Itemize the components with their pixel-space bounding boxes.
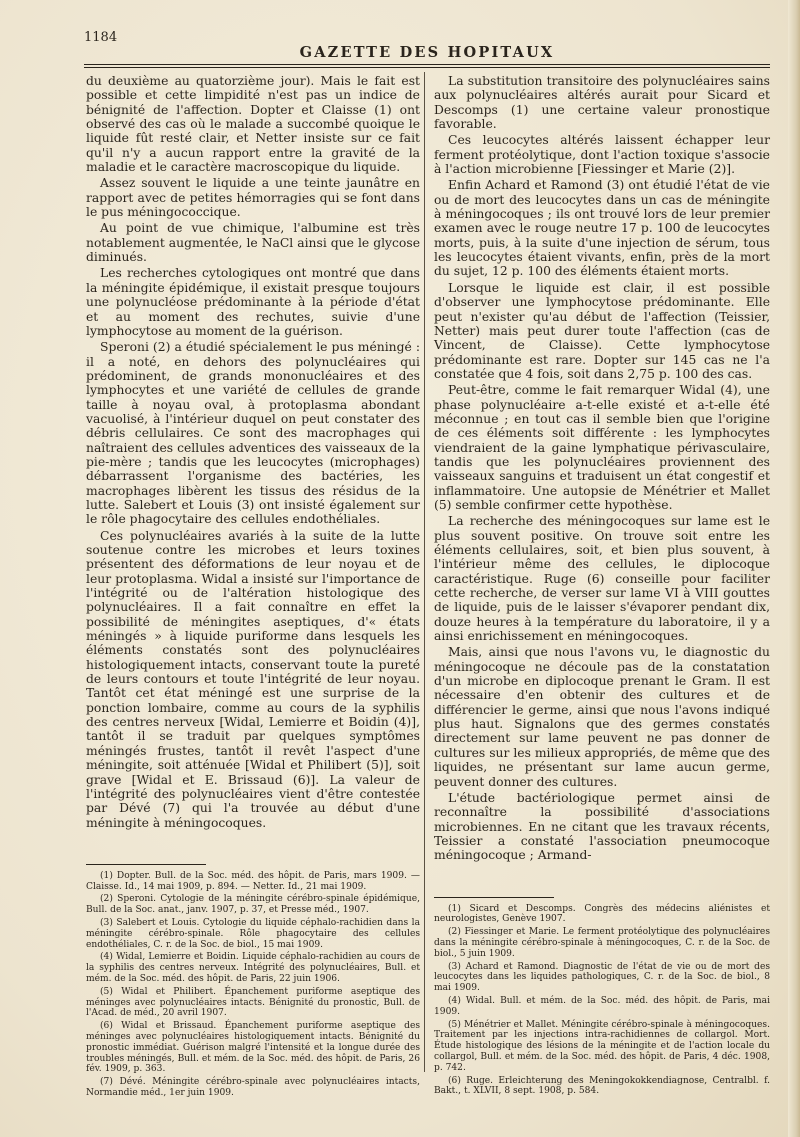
footnote: (4) Widal. Bull. et mém. de la Soc. méd. des hôpit. de Paris, mai 1909. — [434, 995, 770, 1017]
body-paragraph: Ces leucocytes altérés laissent échapper leur ferment protéolytique, dont l'action toxique s'associe à l'action microbienne [Fiessinger et Marie (2)]. — [434, 133, 770, 177]
footnote: (1) Sicard et Descomps. Congrès des médecins aliénistes et neurologistes, Genève 1907. — [434, 903, 770, 925]
body-paragraph: Assez souvent le liquide a une teinte jaunâtre en rapport avec de petites hémorragies qui se font dans le pus méningococcique. — [86, 176, 420, 220]
body-paragraph: Ces polynucléaires avariés à la suite de la lutte soutenue contre les microbes et leurs toxines présentent des déformations de leur noyau et de leur protoplasma. Widal a insisté sur l'importance de l'intégrité ou de l'altération histologique des polynucléaires. Il a fait connaître en effet la possibilité de méningites aseptiques, d'« états méningés » à liquide puriforme dans lesquels les éléments constatés sont des polynucléaires histologiquement intacts, conservant toute la pureté de leurs contours et toute l'intégrité de leur noyau. Tantôt cet état méningé est une surprise de la ponction lombaire, comme au cours de la syphilis des centres nerveux [Widal, Lemierre et Boidin (4)], tantôt il se traduit par quelques symptômes méningés frustes, tantôt il revêt l'aspect d'une méningite, soit atténuée [Widal et Philibert (5)], soit grave [Widal et E. Brissaud (6)]. La valeur de l'intégrité des polynucléaires vient d'être contestée par Dévé (7) qui l'a trouvée au début d'une méningite à méningocoques. — [86, 528, 420, 830]
footnote: (4) Widal, Lemierre et Boidin. Liquide céphalo-rachidien au cours de la syphilis des centres nerveux. Intégrité des polynucléaires, Bull. et mém. de la Soc. méd. des hôpit. de Paris, 22 juin 1906. — [86, 952, 420, 985]
body-paragraph: Speroni (2) a étudié spécialement le pus méningé : il a noté, en dehors des polynucléaires qui prédominent, de grands mononucléaires et des lymphocytes et une variété de cellules de grande taille à noyau oval, à protoplasma abondant vacuolisé, à l'intérieur duquel on peut constater des débris cellulaires. Ce sont des macrophages qui naîtraient des cellules adventices des vaisseaux de la pie-mère ; tandis que les leucocytes (microphages) débarrassent l'organisme des bactéries, les macrophages libèrent les tissus des résidus de la lutte. Salebert et Louis (3) ont insisté également sur le rôle phagocytaire des cellules endothéliales. — [86, 340, 420, 527]
body-paragraph: L'étude bactériologique permet ainsi de reconnaître la possibilité d'associations microbiennes. En ne citant que les travaux récents, Teissier a constaté l'association pneumocoque méningocoque ; Armand- — [434, 790, 770, 863]
body-paragraph: du deuxième au quatorzième jour). Mais le fait est possible et cette limpidité n'est pas un indice de bénignité de l'affection. Dopter et Claisse (1) ont observé des cas où le malade a succombé quoique le liquide fût resté clair, et Netter insiste sur ce fait qu'il n'y a aucun rapport entre la gravité de la maladie et le caractère macroscopique du liquide. — [86, 74, 420, 175]
footnote: (1) Dopter. Bull. de la Soc. méd. des hôpit. de Paris, mars 1909. — Claisse. Id., 14 mai 1909, p. 894. — Netter. Id., 21 mai 1909. — [86, 870, 420, 892]
header-rule — [84, 64, 770, 65]
journal-title: GAZETTE DES HOPITAUX — [299, 44, 555, 61]
column-divider — [424, 72, 425, 1072]
footnote-rule — [86, 864, 206, 865]
left-column — [86, 74, 420, 1101]
body-paragraph: Les recherches cytologiques ont montré que dans la méningite épidémique, il existait presque toujours une polynucléose prédominante à la période d'état et au moment des rechutes, suivie d'une lymphocytose au moment de la guérison. — [86, 266, 420, 338]
body-paragraph: Lorsque le liquide est clair, il est possible d'observer une lymphocytose prédominante. Elle peut n'exister qu'au début de l'affection (Teissier, Netter) mais peut durer toute l'affection (cas de Vincent, de Claisse). Cette lymphocytose prédominante est rare. Dopter sur 145 cas ne l'a constatée que 4 fois, soit dans 2,75 p. 100 des cas. — [434, 280, 770, 381]
footnote: (5) Ménétrier et Mallet. Méningite cérébro-spinale à méningocoques. Traitement par les injections intra-rachidiennes de collargol. Mort. Étude histologique des lésions de la méningite et de l'action locale du collargol, Bull. et mém. de la Soc. méd. des hôpit. de Paris, 4 déc. 1908, p. 742. — [434, 1019, 770, 1073]
footnote: (3) Achard et Ramond. Diagnostic de l'état de vie ou de mort des leucocytes dans les liquides pathologiques, C. r. de la Soc. de biol., 8 mai 1909. — [434, 961, 770, 994]
footnote: (6) Widal et Brissaud. Épanchement puriforme aseptique des méninges avec polynucléaires histologiquement intacts. Bénignité du pronostic immédiat. Guérison malgré l'intensité et la longue durée des troubles méningés, Bull. et mém. de la Soc. méd. des hôpit. de Paris, 26 fév. 1909, p. 363. — [86, 1021, 420, 1075]
page-number: 1184 — [84, 30, 118, 45]
body-paragraph: Peut-être, comme le fait remarquer Widal (4), une phase polynucléaire a-t-elle existé et a-t-elle été méconnue ; en tout cas il semble bien que l'origine de ces éléments soit différente : les lymphocytes viendraient de la gaine lymphatique périvasculaire, tandis que les polynucléaires proviennent des vaisseaux sanguins et traduisent un état congestif et inflammatoire. Une autopsie de Ménétrier et Mallet (5) semble confirmer cette hypothèse. — [434, 383, 770, 512]
footnote: (2) Fiessinger et Marie. Le ferment protéolytique des polynucléaires dans la méningite cérébro-spinale à méningocoques, C. r. de la Soc. de biol., 5 juin 1909. — [434, 927, 770, 959]
footnote: (6) Ruge. Erleichterung des Meningokokkendiagnose, Centralbl. f. Bakt., t. XLVII, 8 sept. 1908, p. 584. — [434, 1075, 770, 1097]
footnote-rule — [434, 897, 554, 898]
footnote: (2) Speroni. Cytologie de la méningite cérébro-spinale épidémique, Bull. de la Soc. anat., janv. 1907, p. 37, et Presse méd., 1907. — [86, 894, 420, 916]
right-column — [434, 74, 770, 1099]
footnote: (7) Dévé. Méningite cérébro-spinale avec polynucléaires intacts, Normandie méd., 1er juin 1909. — [86, 1077, 420, 1099]
page-edge — [788, 0, 800, 1137]
footnote: (3) Salebert et Louis. Cytologie du liquide céphalo-rachidien dans la méningite cérébro-spinale. Rôle phagocytaire des cellules endothéliales, C. r. de la Soc. de biol., 15 mai 1909. — [86, 918, 420, 950]
body-paragraph: Enfin Achard et Ramond (3) ont étudié l'état de vie ou de mort des leucocytes dans un cas de méningite à méningocoques ; ils ont trouvé lors de leur premier examen avec le rouge neutre 17 p. 100 de leucocytes morts, puis, à la suite d'une injection de sérum, tous les leucocytes étaient vivants, enfin, près de la mort du sujet, 12 p. 100 des éléments étaient morts. — [434, 178, 770, 279]
body-paragraph: La recherche des méningocoques sur lame est le plus souvent positive. On trouve soit entre les éléments cellulaires, soit, et bien plus souvent, à l'intérieur même des cellules, le diplocoque caractéristique. Ruge (6) conseille pour faciliter cette recherche, de verser sur lame VI à VIII gouttes de liquide, puis de le laisser s'évaporer pendant dix, douze heures à la température du laboratoire, il y a ainsi enrichissement en méningocoques. — [434, 514, 770, 644]
body-paragraph: Au point de vue chimique, l'albumine est très notablement augmentée, le NaCl ainsi que le glycose diminués. — [86, 221, 420, 265]
footnote: (5) Widal et Philibert. Épanchement puriforme aseptique des méninges avec polynucléaires intacts. Bénignité du pronostic, Bull. de l'Acad. de méd., 20 avril 1907. — [86, 986, 420, 1019]
body-paragraph: Mais, ainsi que nous l'avons vu, le diagnostic du méningocoque ne découle pas de la constatation d'un microbe en diplocoque prenant le Gram. Il est nécessaire d'en obtenir des cultures et de différencier le germe, ainsi que nous l'avons indiqué plus haut. Signalons que des germes constatés directement sur lame peuvent ne pas donner de cultures sur les milieux appropriés, de même que des liquides, ne présentant sur lame aucun germe, peuvent donner des cultures. — [434, 645, 770, 789]
body-paragraph: La substitution transitoire des polynucléaires sains aux polynucléaires altérés aurait pour Sicard et Descomps (1) une certaine valeur pronostique favorable. — [434, 74, 770, 132]
header-rule-thin — [84, 67, 770, 68]
